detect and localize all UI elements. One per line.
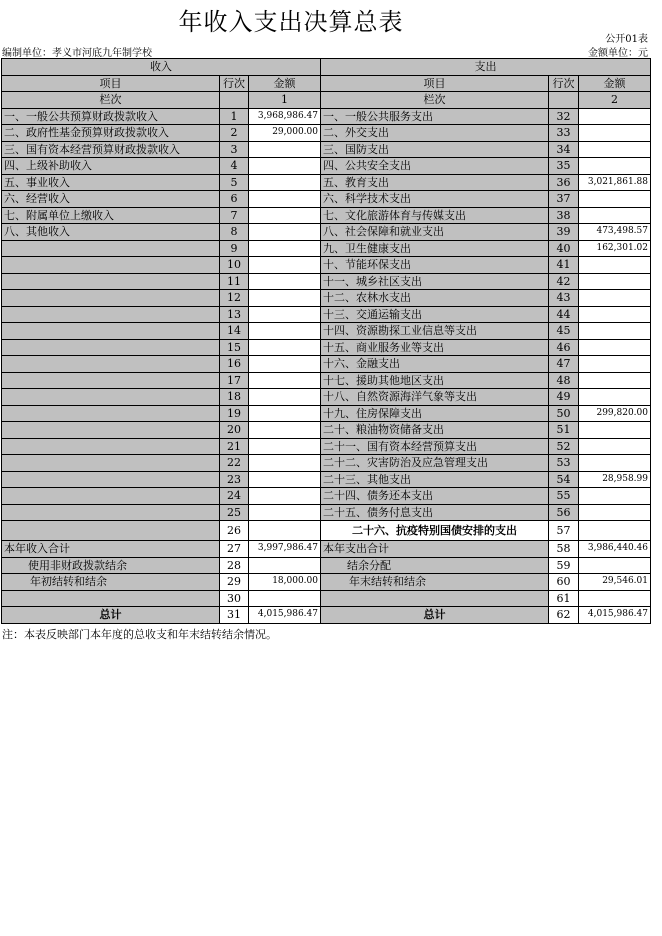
- income-item-cell: [2, 389, 220, 406]
- column-index-row: [2, 92, 651, 109]
- income-item-cell: [2, 455, 220, 472]
- income-line-cell: 2: [220, 125, 249, 142]
- summary-row: [2, 541, 651, 558]
- income-amount-cell: [249, 240, 321, 257]
- expense-line-cell: 49: [549, 389, 579, 406]
- expense-item-cell: 三、国防支出: [321, 141, 549, 158]
- table-row: [2, 504, 651, 521]
- income-item-cell: [2, 590, 220, 607]
- income-line-cell: 27: [220, 541, 249, 558]
- expense-item-cell: 二十六、抗疫特别国债安排的支出: [321, 521, 549, 541]
- expense-amount-cell: [579, 290, 651, 307]
- income-amount-cell: [249, 422, 321, 439]
- income-amount-cell: [249, 504, 321, 521]
- income-col-label: 栏次: [2, 92, 220, 109]
- table-row: [2, 389, 651, 406]
- expense-amount-cell: [579, 108, 651, 125]
- expense-col-blank: [549, 92, 579, 109]
- table-row: [2, 257, 651, 274]
- expense-amount-cell: 299,820.00: [579, 405, 651, 422]
- income-item-cell: 三、国有资本经营预算财政拨款收入: [2, 141, 220, 158]
- expense-line-cell: 44: [549, 306, 579, 323]
- expense-line-cell: 51: [549, 422, 579, 439]
- table-row: [2, 141, 651, 158]
- income-amount-cell: [249, 174, 321, 191]
- expense-item-cell: 十二、农林水支出: [321, 290, 549, 307]
- income-amount-cell: [249, 438, 321, 455]
- income-item-cell: [2, 273, 220, 290]
- expense-amount-cell: [579, 141, 651, 158]
- income-line-cell: 16: [220, 356, 249, 373]
- expense-item-cell: 五、教育支出: [321, 174, 549, 191]
- expense-item-cell: 年末结转和结余: [321, 574, 549, 591]
- expense-col-number: 2: [579, 92, 651, 109]
- amount-unit: 金额单位：元: [588, 48, 648, 59]
- table-row: [2, 339, 651, 356]
- income-line-cell: 15: [220, 339, 249, 356]
- table-row: [2, 438, 651, 455]
- expense-amount-header: 金额: [579, 75, 651, 92]
- expense-line-cell: 53: [549, 455, 579, 472]
- income-line-cell: 30: [220, 590, 249, 607]
- expense-item-cell: 二十、粮油物资储备支出: [321, 422, 549, 439]
- expense-amount-cell: [579, 488, 651, 505]
- expense-line-cell: 59: [549, 557, 579, 574]
- expense-line-cell: 56: [549, 504, 579, 521]
- table-row: [2, 290, 651, 307]
- income-line-cell: 22: [220, 455, 249, 472]
- income-line-cell: 7: [220, 207, 249, 224]
- expense-line-cell: 35: [549, 158, 579, 175]
- income-line-cell: 25: [220, 504, 249, 521]
- expense-line-cell: 32: [549, 108, 579, 125]
- table-row: [2, 471, 651, 488]
- expense-amount-cell: 29,546.01: [579, 574, 651, 591]
- table-row: [2, 207, 651, 224]
- expense-amount-cell: 28,958.99: [579, 471, 651, 488]
- expense-amount-cell: [579, 257, 651, 274]
- expense-amount-cell: [579, 521, 651, 541]
- income-amount-cell: [249, 356, 321, 373]
- income-line-cell: 24: [220, 488, 249, 505]
- income-item-cell: [2, 323, 220, 340]
- table-row: [2, 108, 651, 125]
- income-line-cell: 19: [220, 405, 249, 422]
- expense-item-cell: 结余分配: [321, 557, 549, 574]
- income-line-cell: 3: [220, 141, 249, 158]
- income-amount-cell: [249, 471, 321, 488]
- expense-section-header: 支出: [321, 59, 651, 76]
- income-col-number: 1: [249, 92, 321, 109]
- expense-amount-cell: [579, 455, 651, 472]
- income-item-cell: [2, 488, 220, 505]
- table-row: [2, 323, 651, 340]
- income-item-cell: [2, 372, 220, 389]
- expense-line-cell: 50: [549, 405, 579, 422]
- total-row: [2, 607, 651, 624]
- income-line-cell: 10: [220, 257, 249, 274]
- income-amount-cell: 29,000.00: [249, 125, 321, 142]
- expense-item-cell: 十八、自然资源海洋气象等支出: [321, 389, 549, 406]
- expense-item-cell: 十七、援助其他地区支出: [321, 372, 549, 389]
- income-item-cell: [2, 290, 220, 307]
- expense-line-cell: 58: [549, 541, 579, 558]
- income-amount-cell: [249, 207, 321, 224]
- table-row: [2, 273, 651, 290]
- income-amount-cell: [249, 323, 321, 340]
- expense-amount-cell: 3,021,861.88: [579, 174, 651, 191]
- expense-line-cell: 34: [549, 141, 579, 158]
- expense-amount-cell: [579, 438, 651, 455]
- special-row: [2, 521, 651, 541]
- income-amount-cell: [249, 590, 321, 607]
- income-line-cell: 21: [220, 438, 249, 455]
- expense-line-cell: 43: [549, 290, 579, 307]
- expense-item-cell: 九、卫生健康支出: [321, 240, 549, 257]
- income-item-cell: 使用非财政拨款结余: [2, 557, 220, 574]
- section-header-row: [2, 59, 651, 76]
- expense-line-cell: 37: [549, 191, 579, 208]
- expense-total-amount: 4,015,986.47: [579, 607, 651, 624]
- income-line-cell: 8: [220, 224, 249, 241]
- income-line-cell: 14: [220, 323, 249, 340]
- expense-line-cell: 47: [549, 356, 579, 373]
- expense-line-cell: 33: [549, 125, 579, 142]
- table-body: [2, 59, 651, 624]
- expense-item-cell: 八、社会保障和就业支出: [321, 224, 549, 241]
- expense-item-cell: 二十一、国有资本经营预算支出: [321, 438, 549, 455]
- report-title: [0, 2, 662, 37]
- expense-line-cell: 57: [549, 521, 579, 541]
- expense-amount-cell: [579, 339, 651, 356]
- expense-amount-cell: [579, 504, 651, 521]
- income-line-cell: 12: [220, 290, 249, 307]
- income-total-amount: 4,015,986.47: [249, 607, 321, 624]
- income-item-cell: 本年收入合计: [2, 541, 220, 558]
- summary-row: [2, 574, 651, 591]
- income-line-cell: 4: [220, 158, 249, 175]
- expense-line-cell: 39: [549, 224, 579, 241]
- expense-amount-cell: [579, 323, 651, 340]
- expense-item-cell: 十三、交通运输支出: [321, 306, 549, 323]
- form-number: 公开01表: [605, 34, 648, 45]
- income-amount-cell: [249, 273, 321, 290]
- income-amount-cell: [249, 306, 321, 323]
- expense-line-cell: 41: [549, 257, 579, 274]
- expense-line-cell: 36: [549, 174, 579, 191]
- income-amount-cell: [249, 158, 321, 175]
- compiling-unit: 编制单位：孝义市河底九年制学校: [2, 48, 152, 59]
- income-amount-cell: [249, 339, 321, 356]
- income-item-cell: 七、附属单位上缴收入: [2, 207, 220, 224]
- expense-item-cell: 十、节能环保支出: [321, 257, 549, 274]
- expense-item-cell: 十四、资源勘探工业信息等支出: [321, 323, 549, 340]
- expense-col-label: 栏次: [321, 92, 549, 109]
- income-line-cell: 6: [220, 191, 249, 208]
- income-amount-cell: [249, 290, 321, 307]
- table-row: [2, 158, 651, 175]
- expense-total-line: 62: [549, 607, 579, 624]
- expense-line-cell: 42: [549, 273, 579, 290]
- expense-item-cell: 二十四、债务还本支出: [321, 488, 549, 505]
- expense-line-cell: 60: [549, 574, 579, 591]
- expense-item-cell: 四、公共安全支出: [321, 158, 549, 175]
- income-amount-cell: [249, 141, 321, 158]
- income-line-cell: 29: [220, 574, 249, 591]
- income-amount-cell: [249, 191, 321, 208]
- income-item-header: 项目: [2, 75, 220, 92]
- income-line-cell: 17: [220, 372, 249, 389]
- table-row: [2, 488, 651, 505]
- footnote: 注：本表反映部门本年度的总收支和年末结转结余情况。: [2, 628, 277, 641]
- expense-item-cell: 二、外交支出: [321, 125, 549, 142]
- income-item-cell: [2, 356, 220, 373]
- expense-item-cell: 六、科学技术支出: [321, 191, 549, 208]
- expense-amount-cell: [579, 389, 651, 406]
- expense-amount-cell: [579, 372, 651, 389]
- expense-amount-cell: [579, 557, 651, 574]
- expense-amount-cell: [579, 422, 651, 439]
- expense-line-cell: 54: [549, 471, 579, 488]
- income-item-cell: [2, 405, 220, 422]
- expense-line-cell: 61: [549, 590, 579, 607]
- expense-item-cell: 十一、城乡社区支出: [321, 273, 549, 290]
- income-item-cell: [2, 306, 220, 323]
- summary-row: [2, 557, 651, 574]
- column-header-row: [2, 75, 651, 92]
- income-total-label: 总计: [2, 607, 220, 624]
- income-amount-cell: [249, 372, 321, 389]
- income-amount-cell: [249, 521, 321, 541]
- expense-amount-cell: 162,301.02: [579, 240, 651, 257]
- expense-amount-cell: 473,498.57: [579, 224, 651, 241]
- income-total-line: 31: [220, 607, 249, 624]
- income-line-cell: 13: [220, 306, 249, 323]
- income-line-header: 行次: [220, 75, 249, 92]
- income-item-cell: 五、事业收入: [2, 174, 220, 191]
- income-item-cell: 一、一般公共预算财政拨款收入: [2, 108, 220, 125]
- income-amount-cell: [249, 455, 321, 472]
- income-item-cell: 四、上级补助收入: [2, 158, 220, 175]
- expense-amount-cell: [579, 158, 651, 175]
- table-row: [2, 125, 651, 142]
- income-line-cell: 23: [220, 471, 249, 488]
- income-line-cell: 5: [220, 174, 249, 191]
- table-row: [2, 224, 651, 241]
- income-item-cell: [2, 257, 220, 274]
- income-amount-cell: [249, 257, 321, 274]
- expense-line-cell: 48: [549, 372, 579, 389]
- expense-total-label: 总计: [321, 607, 549, 624]
- expense-item-cell: 二十二、灾害防治及应急管理支出: [321, 455, 549, 472]
- income-expense-table: [1, 58, 651, 624]
- expense-item-cell: 十六、金融支出: [321, 356, 549, 373]
- income-col-blank: [220, 92, 249, 109]
- table-row: [2, 191, 651, 208]
- expense-amount-cell: [579, 590, 651, 607]
- expense-line-header: 行次: [549, 75, 579, 92]
- income-amount-cell: 3,968,986.47: [249, 108, 321, 125]
- summary-row: [2, 590, 651, 607]
- income-amount-cell: [249, 389, 321, 406]
- income-section-header: 收入: [2, 59, 321, 76]
- expense-line-cell: 55: [549, 488, 579, 505]
- expense-item-header: 项目: [321, 75, 549, 92]
- income-item-cell: 二、政府性基金预算财政拨款收入: [2, 125, 220, 142]
- income-item-cell: [2, 240, 220, 257]
- table-row: [2, 405, 651, 422]
- expense-amount-cell: [579, 356, 651, 373]
- income-amount-header: 金额: [249, 75, 321, 92]
- expense-item-cell: 二十五、债务付息支出: [321, 504, 549, 521]
- report-title-text: 年收入支出决算总表: [178, 8, 404, 36]
- expense-item-cell: 本年支出合计: [321, 541, 549, 558]
- expense-item-cell: 十九、住房保障支出: [321, 405, 549, 422]
- table-row: [2, 356, 651, 373]
- income-line-cell: 9: [220, 240, 249, 257]
- income-item-cell: [2, 521, 220, 541]
- expense-item-cell: [321, 590, 549, 607]
- income-line-cell: 28: [220, 557, 249, 574]
- expense-amount-cell: [579, 273, 651, 290]
- income-item-cell: 年初结转和结余: [2, 574, 220, 591]
- expense-amount-cell: [579, 125, 651, 142]
- expense-amount-cell: 3,986,440.46: [579, 541, 651, 558]
- table-row: [2, 455, 651, 472]
- table-row: [2, 422, 651, 439]
- income-item-cell: [2, 339, 220, 356]
- expense-amount-cell: [579, 191, 651, 208]
- table-row: [2, 174, 651, 191]
- income-item-cell: 六、经营收入: [2, 191, 220, 208]
- income-amount-cell: [249, 488, 321, 505]
- expense-amount-cell: [579, 306, 651, 323]
- income-amount-cell: 3,997,986.47: [249, 541, 321, 558]
- expense-line-cell: 52: [549, 438, 579, 455]
- income-line-cell: 20: [220, 422, 249, 439]
- expense-item-cell: 十五、商业服务业等支出: [321, 339, 549, 356]
- expense-line-cell: 45: [549, 323, 579, 340]
- expense-line-cell: 40: [549, 240, 579, 257]
- income-amount-cell: [249, 557, 321, 574]
- income-line-cell: 18: [220, 389, 249, 406]
- income-line-cell: 26: [220, 521, 249, 541]
- expense-line-cell: 38: [549, 207, 579, 224]
- income-item-cell: [2, 504, 220, 521]
- expense-item-cell: 一、一般公共服务支出: [321, 108, 549, 125]
- income-amount-cell: [249, 224, 321, 241]
- table-row: [2, 372, 651, 389]
- expense-item-cell: 二十三、其他支出: [321, 471, 549, 488]
- income-amount-cell: 18,000.00: [249, 574, 321, 591]
- table-row: [2, 240, 651, 257]
- table-row: [2, 306, 651, 323]
- expense-line-cell: 46: [549, 339, 579, 356]
- income-item-cell: [2, 471, 220, 488]
- income-item-cell: [2, 438, 220, 455]
- income-item-cell: 八、其他收入: [2, 224, 220, 241]
- income-item-cell: [2, 422, 220, 439]
- income-line-cell: 1: [220, 108, 249, 125]
- income-amount-cell: [249, 405, 321, 422]
- income-line-cell: 11: [220, 273, 249, 290]
- expense-item-cell: 七、文化旅游体育与传媒支出: [321, 207, 549, 224]
- expense-amount-cell: [579, 207, 651, 224]
